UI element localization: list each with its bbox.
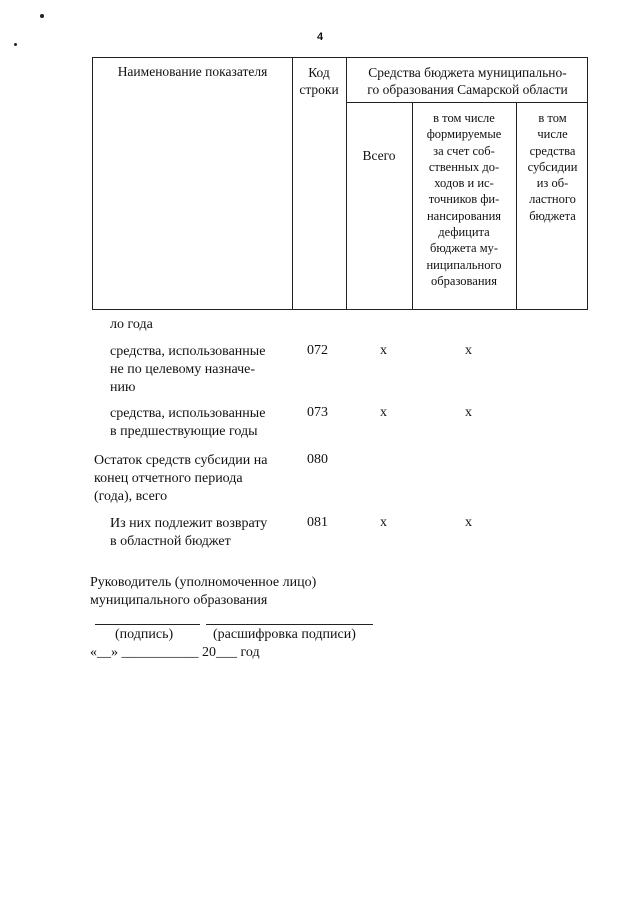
row-081-own: x xyxy=(465,515,472,530)
row-072-total: x xyxy=(380,343,387,358)
signature-decode-label: (расшифровка подписи) xyxy=(213,627,356,642)
row-081-name: Из них подлежит возврату в областной бюджет xyxy=(110,516,268,549)
header-line-code: Код строки xyxy=(299,65,339,97)
signature-line xyxy=(95,624,200,625)
row-081-code: 081 xyxy=(307,515,328,530)
header-indicator-name: Наименование показателя xyxy=(117,64,268,79)
row-073-own: x xyxy=(465,405,472,420)
header-own-funds: в том числе формируемые за счет соб- ственных до- ходов и ис- точников фи- нансирования дефицита бюджета му- ниципального образования xyxy=(426,111,502,288)
scan-speck xyxy=(40,14,44,18)
row-081-total: x xyxy=(380,515,387,530)
header-total: Всего xyxy=(362,148,396,163)
scan-speck xyxy=(14,43,17,46)
row-072-name: средства, использованные не по целевому назначе- нию xyxy=(110,344,266,395)
row-073-total: x xyxy=(380,405,387,420)
page-number: 4 xyxy=(316,31,324,43)
row-continuation: ло года xyxy=(110,317,153,332)
row-073-name: средства, использованные в предшествующие годы xyxy=(110,406,266,439)
table-header xyxy=(92,57,588,310)
row-073-code: 073 xyxy=(307,405,328,420)
date-line: «__» ___________ 20___ год xyxy=(90,645,260,660)
signatory-title: Руководитель (уполномоченное лицо) муниципального образования xyxy=(90,575,317,608)
row-072-own: x xyxy=(465,343,472,358)
row-080-name: Остаток средств субсидии на конец отчетного периода (года), всего xyxy=(94,453,268,504)
signature-label: (подпись) xyxy=(115,627,174,642)
signature-decode-line xyxy=(206,624,373,625)
row-072-code: 072 xyxy=(307,343,328,358)
header-regional-subsidy: в том числе средства субсидии из об- ластного бюджета xyxy=(527,111,578,223)
row-080-code: 080 xyxy=(307,452,328,467)
header-municipal-budget: Средства бюджета муниципально- го образования Самарской области xyxy=(367,65,568,97)
